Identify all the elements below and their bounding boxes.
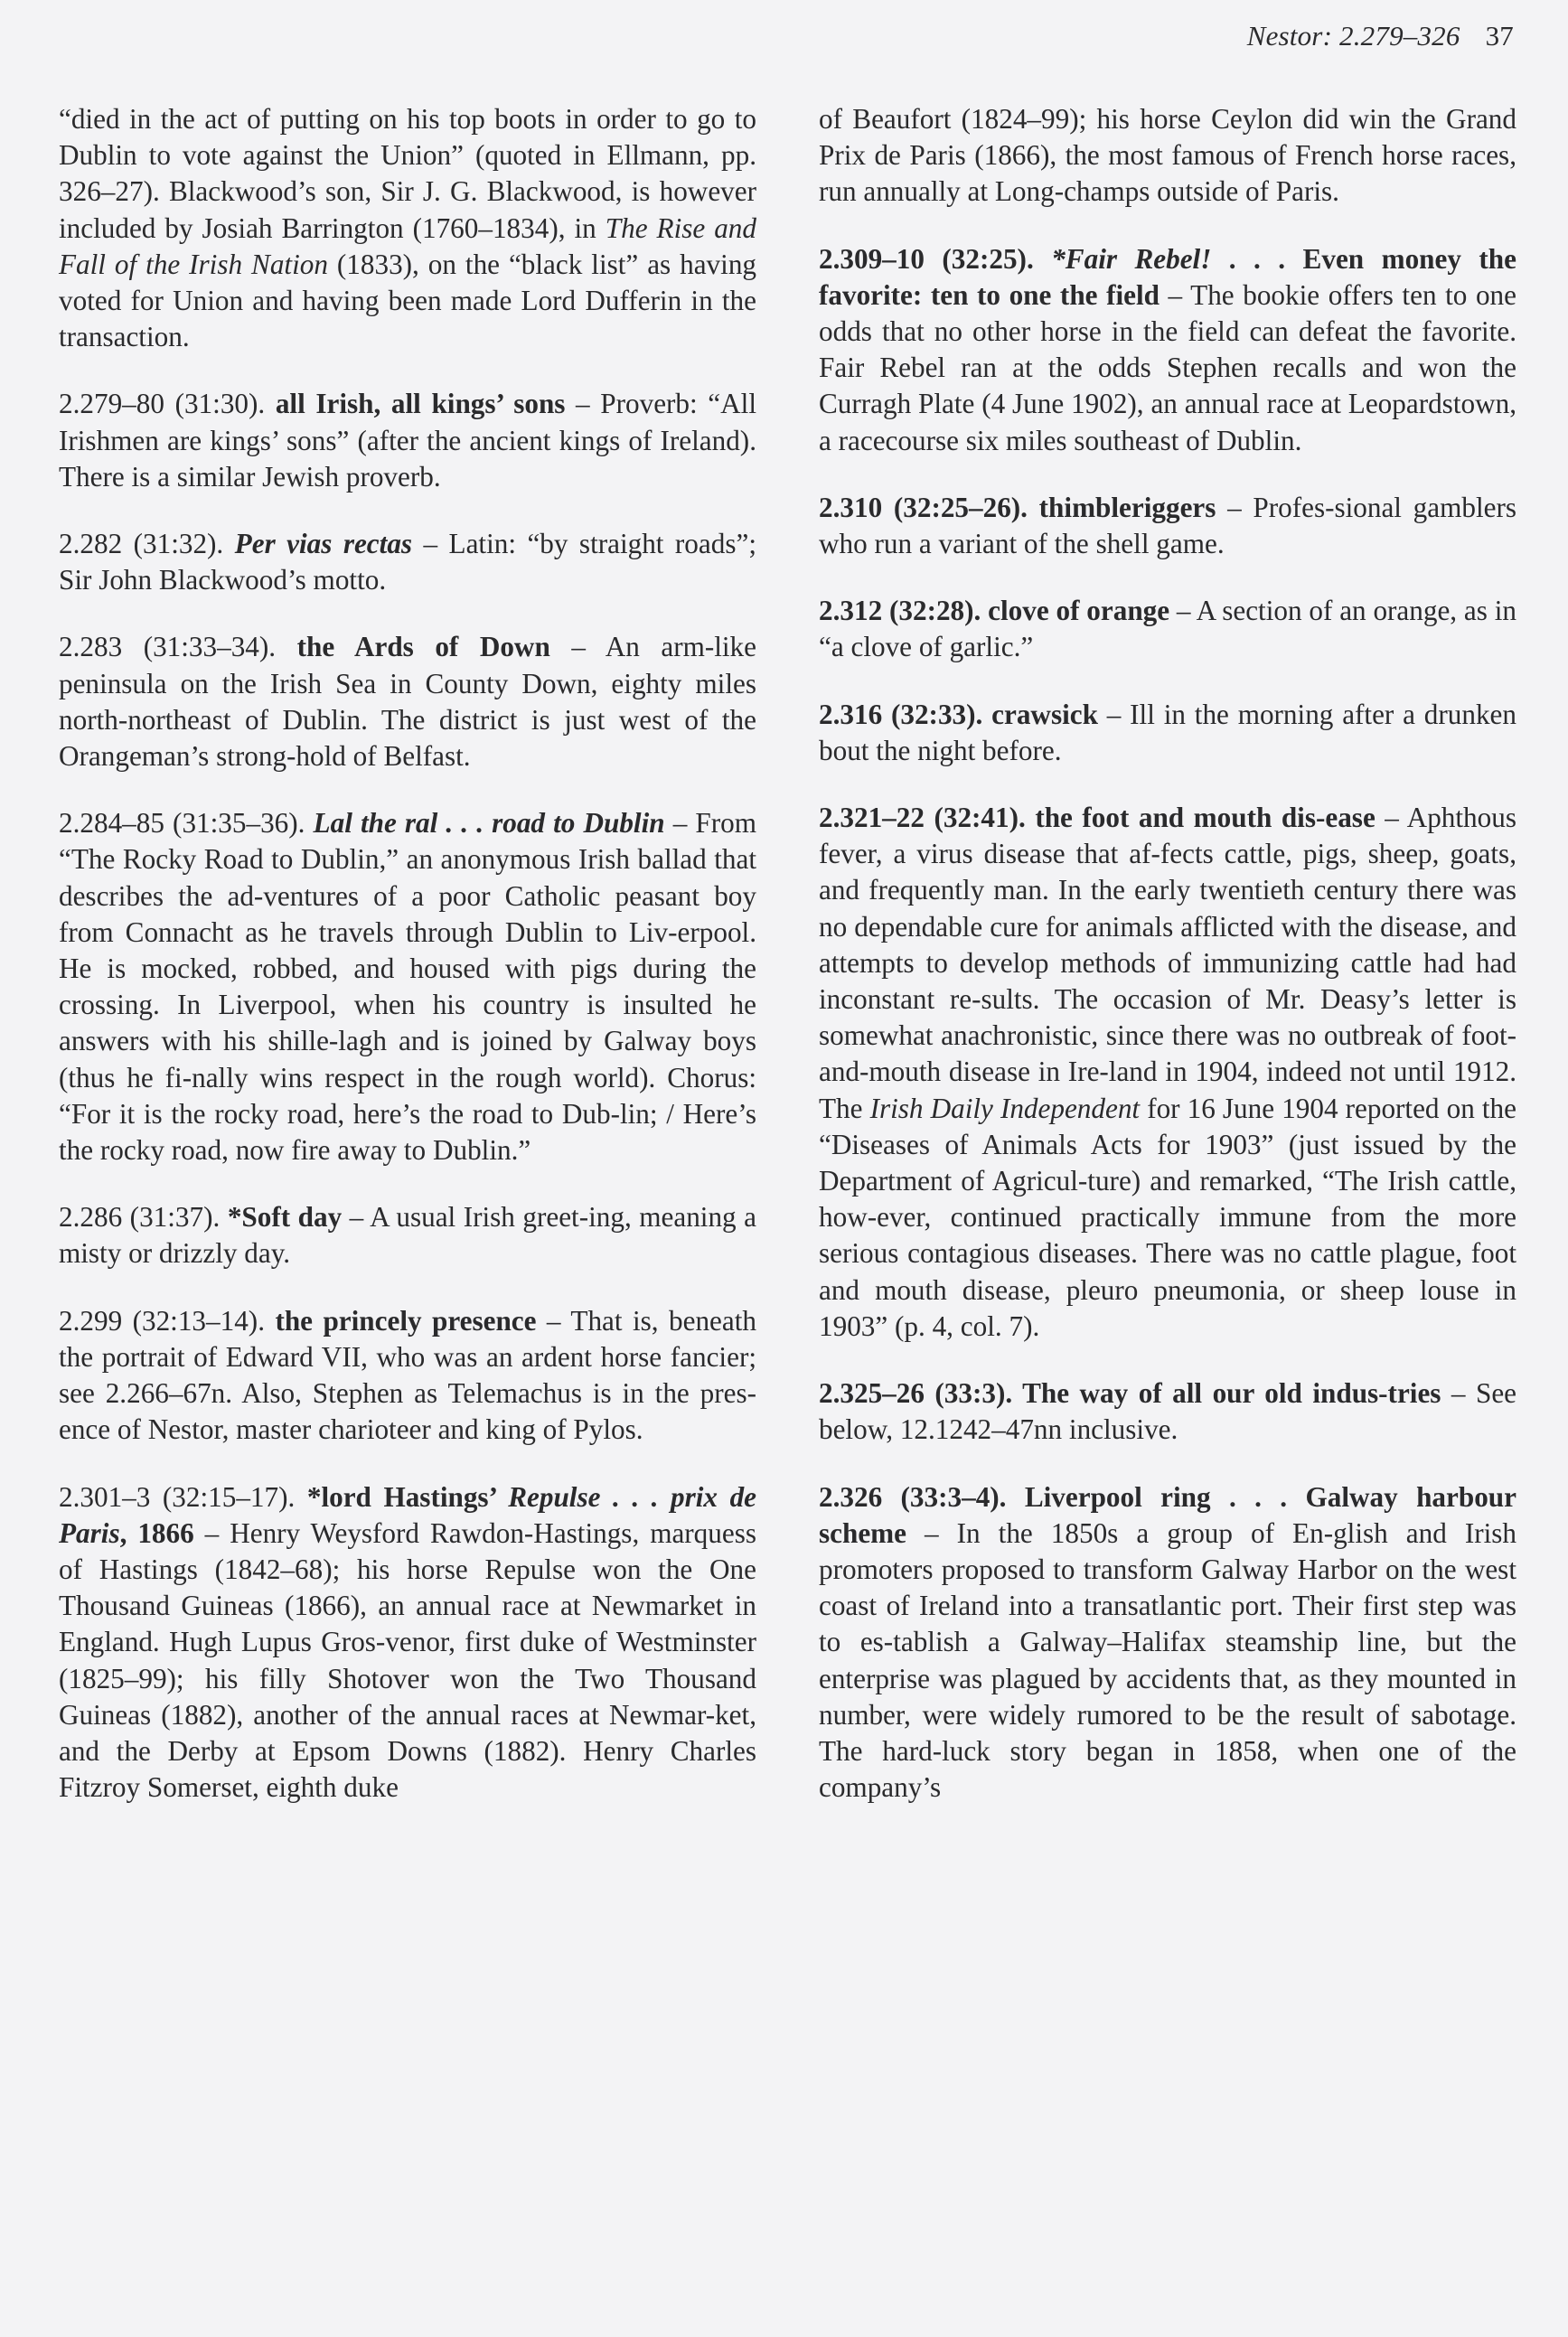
annotation-lemma: 2.312 (32:28).	[819, 595, 989, 627]
annotation-body: – That is, beneath the portrait of Edward VII, who was an ardent horse fancier; see 2.266–67n. Also, Stephen as Telemachus is in the pres-ence of Nestor, master charioteer and king of Pylos.	[59, 1304, 756, 1446]
annotation-body: 2.301–3 (32:15–17).	[59, 1480, 307, 1513]
annotation-body: – Proverb: “All Irishmen are kings’ sons” (after the ancient kings of Ireland). There is a similar Jewish proverb.	[59, 388, 756, 493]
annotation-text	[819, 593, 1516, 665]
annotation-entry	[59, 629, 756, 774]
annotation-body: 2.279–80 (31:30).	[59, 388, 276, 420]
annotation-lemma: crawsick	[991, 698, 1098, 730]
annotation-lemma: Irish Daily Independent	[869, 1092, 1141, 1124]
annotation-body: (1833), on the “black list” as having voted for Union and having been made Lord Dufferin in the transaction.	[59, 248, 757, 353]
annotation-body: – In the 1850s a group of En-glish and Irish promoters proposed to transform Galway Harbor on the west coast of Ireland into a transatlantic port. Their first step was to es-tablish a Galway–Halifax steamship line, but the enterprise was plagued by accidents that, as they mounted in number, were widely rumored to be the result of sabotage. The hard-luck story began in 1858, when one of the company’s	[819, 1516, 1516, 1804]
annotation-lemma: *Fair Rebel!	[1051, 242, 1212, 275]
annotation-body: – Henry Weysford Rawdon-Hastings, marquess of Hastings (1842–68); his horse Repulse won the One Thousand Guineas (1866), an annual race at Newmarket in England. Hugh Lupus Gros-venor, first duke of Westminster (1825–99); his filly Shotover won the Two Thousand Guineas (1882), another of the annual races at Newmar-ket, and the Derby at Epsom Downs (1882). Henry Charles Fitzroy Somerset, eighth duke	[59, 1516, 756, 1804]
annotation-lemma: 2.326 (33:3–4).	[819, 1480, 1025, 1513]
annotation-text	[819, 1375, 1516, 1448]
annotation-lemma: Lal the ral . . . road to Dublin	[313, 807, 665, 840]
annotation-text	[819, 1479, 1516, 1807]
annotation-text	[59, 805, 756, 1168]
annotation-body: – From “The Rocky Road to Dublin,” an anonymous Irish ballad that describes the ad-ventures of a poor Catholic peasant boy from Connacht as he travels through Dublin to Liv-erpool. He is mocked, robbed, and housed with pigs during the crossing. In Liverpool, when his country is insulted he answers with his shille-lagh and is joined by Galway boys (thus he fi-nally wins respect in the rough world). Chorus: “For it is the rocky road, here’s the road to Dub-lin; / Here’s the rocky road, now fire away to Dublin.”	[59, 807, 757, 1167]
annotation-body: – A section of an orange, as in “a clove of garlic.”	[819, 595, 1516, 663]
annotation-lemma: Per vias rectas	[234, 528, 413, 560]
annotation-lemma: 2.325–26 (33:3).	[819, 1377, 1023, 1410]
annotation-body: 2.282 (31:32).	[59, 528, 235, 560]
annotation-entry	[59, 1303, 756, 1449]
right-column	[819, 101, 1516, 1836]
annotation-entry	[59, 1479, 756, 1807]
annotation-entry	[819, 1479, 1516, 1807]
annotation-text	[59, 526, 756, 598]
annotation-text	[59, 629, 756, 774]
page-number: 37	[1485, 20, 1514, 52]
annotation-lemma: The way of all our old indus-tries	[1022, 1377, 1441, 1410]
annotation-text	[59, 386, 756, 495]
annotation-entry	[819, 1375, 1516, 1448]
annotation-lemma: all Irish, all kings’ sons	[275, 388, 566, 420]
annotation-lemma: Repulse . . . prix de Paris	[59, 1480, 757, 1549]
annotation-lemma: 2.310 (32:25–26).	[819, 491, 1039, 523]
annotation-entry	[819, 697, 1516, 769]
annotation-lemma: 2.309–10 (32:25).	[819, 242, 1052, 275]
annotation-text	[59, 1199, 756, 1272]
annotation-entry	[59, 386, 756, 495]
annotation-lemma: the foot and mouth dis-ease	[1035, 802, 1376, 834]
annotation-body: – An arm-like peninsula on the Irish Sea in County Down, eighty miles north-northeast of Dublin. The district is just west of the Orangeman’s strong-hold of Belfast.	[59, 631, 756, 773]
running-header	[1247, 20, 1514, 52]
annotation-entry	[59, 101, 756, 355]
annotation-body: – Latin: “by straight roads”; Sir John Blackwood’s motto.	[59, 528, 756, 596]
annotation-text	[819, 101, 1516, 211]
annotation-body: 2.283 (31:33–34).	[59, 631, 297, 663]
annotation-text	[59, 101, 756, 355]
annotation-entry	[819, 800, 1516, 1345]
annotation-body: “died in the act of putting on his top boots in order to go to Dublin to vote against the Union” (quoted in Ellmann, pp. 326–27). Blackwood’s son, Sir J. G. Blackwood, is however included by Josiah Barrington (1760–1834), in	[59, 103, 756, 244]
annotation-entry	[59, 526, 756, 598]
annotation-lemma: 2.316 (32:33).	[819, 698, 992, 730]
annotation-lemma: The Rise and Fall of the Irish Nation	[59, 211, 756, 280]
annotation-entry	[819, 241, 1516, 459]
annotation-lemma: the Ards of Down	[296, 631, 550, 663]
annotation-text	[819, 800, 1516, 1345]
annotation-lemma: thimbleriggers	[1038, 491, 1216, 523]
annotation-lemma: the princely presence	[275, 1304, 537, 1337]
annotation-lemma: *lord Hastings’	[306, 1480, 509, 1513]
annotation-lemma: *Soft day	[227, 1201, 343, 1234]
annotation-body: for 16 June 1904 reported on the “Diseases of Animals Acts for 1903” (just issued by the Department of Agricul-ture) and remarked, “The Irish cattle, how-ever, continued practically immune from the more serious contagious diseases. There was no cattle plague, foot and mouth disease, pleuro pneumonia, or sheep louse in 1903” (p. 4, col. 7).	[819, 1092, 1516, 1342]
annotation-entry	[59, 805, 756, 1168]
annotation-body: – A usual Irish greet-ing, meaning a misty or drizzly day.	[59, 1201, 757, 1270]
annotation-entry	[819, 593, 1516, 665]
annotation-body: – Profes-sional gamblers who run a variant of the shell game.	[819, 491, 1516, 560]
annotation-lemma: Liverpool ring . . . Galway harbour scheme	[819, 1480, 1516, 1549]
annotation-body: – The bookie offers ten to one odds that no other horse in the field can defeat the favorite. Fair Rebel ran at the odds Stephen recalls and won the Curragh Plate (4 June 1902), an annual race at Leopardstown, a racecourse six miles southeast of Dublin.	[819, 278, 1516, 456]
annotation-body: of Beaufort (1824–99); his horse Ceylon did win the Grand Prix de Paris (1866), the most famous of French horse races, run annually at Long-champs outside of Paris.	[819, 103, 1516, 208]
annotation-text	[819, 697, 1516, 769]
annotation-lemma: clove of orange	[988, 595, 1170, 627]
running-title: Nestor: 2.279–326	[1246, 20, 1460, 52]
annotation-entry	[59, 1199, 756, 1272]
annotation-body: – Aphthous fever, a virus disease that af-fects cattle, pigs, sheep, goats, and frequently man. In the early twentieth century there was no dependable cure for animals afflicted with the disease, and attempts to develop methods of immunizing cattle had had inconstant re-sults. The occasion of Mr. Deasy’s letter is somewhat anachronistic, since there was no outbreak of foot-and-mouth disease in Ire-land in 1904, indeed not until 1912. The	[819, 802, 1516, 1124]
annotation-body: 2.299 (32:13–14).	[59, 1304, 276, 1337]
annotation-lemma: . . . Even money the favorite: ten to one the field	[819, 242, 1516, 311]
left-column	[59, 101, 756, 1836]
annotation-body: 2.286 (31:37).	[59, 1201, 228, 1234]
annotation-lemma: 2.321–22 (32:41).	[819, 802, 1036, 834]
annotation-text	[59, 1479, 756, 1807]
annotation-text	[59, 1303, 756, 1449]
annotation-text	[819, 241, 1516, 459]
annotation-entry	[819, 490, 1516, 562]
annotation-entry	[819, 101, 1516, 211]
annotation-lemma: , 1866	[119, 1516, 194, 1549]
annotation-body: 2.284–85 (31:35–36).	[59, 807, 314, 840]
annotation-text	[819, 490, 1516, 562]
annotation-body: – See below, 12.1242–47nn inclusive.	[819, 1377, 1517, 1446]
annotation-body: – Ill in the morning after a drunken bout the night before.	[819, 698, 1516, 766]
